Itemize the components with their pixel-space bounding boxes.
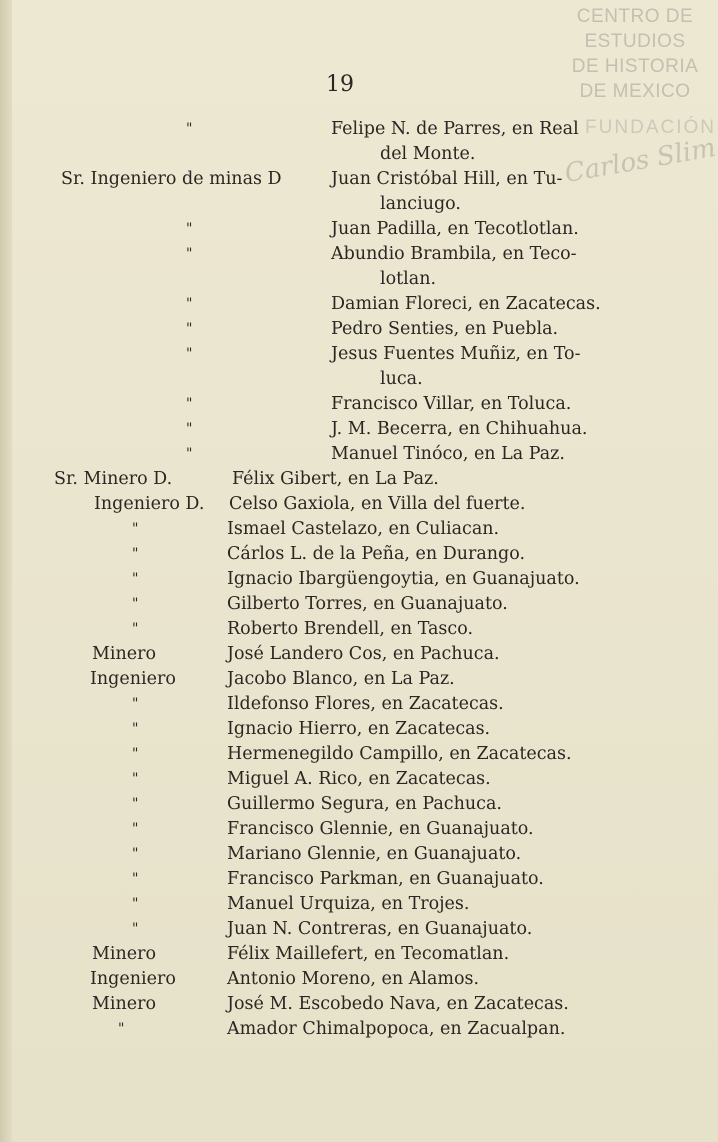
list-item: [0, 341, 718, 367]
list-item: [0, 541, 718, 567]
list-item: [0, 841, 718, 867]
member-name: Ismael Castelazo, en Culiacan.: [227, 519, 500, 539]
ditto-mark: ": [132, 521, 139, 537]
member-name: Damian Floreci, en Zacatecas.: [331, 294, 601, 314]
member-title: Ingeniero D.: [94, 494, 205, 514]
list-item: [0, 291, 718, 317]
watermark-line: DE MEXICO: [579, 81, 691, 102]
ditto-mark: ": [186, 296, 193, 312]
list-item: [0, 1016, 718, 1042]
member-name: Manuel Urquiza, en Trojes.: [227, 894, 470, 914]
ditto-mark: ": [186, 421, 193, 437]
member-title: Ingeniero: [90, 969, 176, 989]
list-item: [0, 891, 718, 917]
list-item: [0, 116, 718, 142]
list-item: [0, 241, 718, 267]
list-item: [0, 491, 718, 517]
list-item-continuation: [0, 141, 718, 167]
ditto-mark: ": [186, 221, 193, 237]
ditto-mark: ": [132, 721, 139, 737]
member-name: Félix Maillefert, en Tecomatlan.: [227, 944, 510, 964]
list-item: [0, 391, 718, 417]
watermark-line: ESTUDIOS: [584, 31, 686, 52]
list-item: [0, 716, 718, 742]
member-name: Abundio Brambila, en Teco-: [331, 244, 577, 264]
member-name: Ildefonso Flores, en Zacatecas.: [227, 694, 504, 714]
member-title: Minero: [92, 944, 157, 964]
ditto-mark: ": [132, 921, 139, 937]
watermark-line: DE HISTORIA: [571, 56, 699, 77]
member-name: Felipe N. de Parres, en Real: [331, 119, 579, 139]
member-name: Cárlos L. de la Peña, en Durango.: [227, 544, 526, 564]
list-item: [0, 316, 718, 342]
member-name: José M. Escobedo Nava, en Zacatecas.: [227, 994, 569, 1014]
list-item: [0, 766, 718, 792]
member-name: Francisco Villar, en Toluca.: [331, 394, 572, 414]
watermark-signature: Carlos Slim: [562, 132, 718, 190]
member-name: Félix Gibert, en La Paz.: [232, 469, 439, 489]
member-name-cont: del Monte.: [380, 144, 476, 164]
list-item: [0, 566, 718, 592]
list-item-continuation: [0, 366, 718, 392]
ditto-mark: ": [132, 596, 139, 612]
member-name: Jesus Fuentes Muñiz, en To-: [331, 344, 581, 364]
member-name: Jacobo Blanco, en La Paz.: [227, 669, 455, 689]
member-name: Francisco Glennie, en Guanajuato.: [227, 819, 534, 839]
member-name: Roberto Brendell, en Tasco.: [227, 619, 474, 639]
list-item: [0, 966, 718, 992]
list-item: [0, 816, 718, 842]
member-name: Hermenegildo Campillo, en Zacatecas.: [227, 744, 572, 764]
member-name-cont: luca.: [380, 369, 423, 389]
list-item: [0, 416, 718, 442]
ditto-mark: ": [118, 1021, 125, 1037]
list-item: [0, 516, 718, 542]
member-name: Juan Cristóbal Hill, en Tu-: [331, 169, 563, 189]
ditto-mark: ": [186, 246, 193, 262]
list-item: [0, 916, 718, 942]
member-name-cont: lotlan.: [380, 269, 437, 289]
list-item: [0, 666, 718, 692]
member-name: Francisco Parkman, en Guanajuato.: [227, 869, 544, 889]
list-item: [0, 991, 718, 1017]
member-name: Mariano Glennie, en Guanajuato.: [227, 844, 522, 864]
watermark-line: CENTRO DE: [576, 6, 694, 27]
ditto-mark: ": [132, 896, 139, 912]
ditto-mark: ": [132, 821, 139, 837]
member-name: Miguel A. Rico, en Zacatecas.: [227, 769, 491, 789]
list-item: [0, 166, 718, 192]
list-item: [0, 591, 718, 617]
list-item: [0, 941, 718, 967]
member-name: Guillermo Segura, en Pachuca.: [227, 794, 502, 814]
ditto-mark: ": [132, 621, 139, 637]
ditto-mark: ": [186, 346, 193, 362]
ditto-mark: ": [132, 871, 139, 887]
list-item: [0, 616, 718, 642]
ditto-mark: ": [132, 746, 139, 762]
list-item: [0, 791, 718, 817]
ditto-mark: ": [132, 771, 139, 787]
page-number: 19: [326, 72, 354, 97]
list-item: [0, 441, 718, 467]
member-title: Ingeniero: [90, 669, 176, 689]
list-item-continuation: [0, 191, 718, 217]
member-title: Minero: [92, 644, 157, 664]
ditto-mark: ": [186, 321, 193, 337]
ditto-mark: ": [132, 571, 139, 587]
list-item: [0, 866, 718, 892]
list-item: [0, 641, 718, 667]
ditto-mark: ": [186, 121, 193, 137]
member-name: Ignacio Hierro, en Zacatecas.: [227, 719, 491, 739]
member-name: Juan N. Contreras, en Guanajuato.: [227, 919, 533, 939]
member-name: Gilberto Torres, en Guanajuato.: [227, 594, 508, 614]
member-name: Celso Gaxiola, en Villa del fuerte.: [229, 494, 526, 514]
list-item: [0, 691, 718, 717]
member-name: J. M. Becerra, en Chihuahua.: [331, 419, 588, 439]
ditto-mark: ": [132, 696, 139, 712]
member-title: Minero: [92, 994, 157, 1014]
ditto-mark: ": [132, 796, 139, 812]
member-name: Ignacio Ibargüengoytia, en Guanajuato.: [227, 569, 580, 589]
ditto-mark: ": [132, 546, 139, 562]
member-name: Juan Padilla, en Tecotlotlan.: [331, 219, 579, 239]
member-name: José Landero Cos, en Pachuca.: [227, 644, 500, 664]
list-item-continuation: [0, 266, 718, 292]
watermark-foundation: FUNDACIÓN: [585, 117, 716, 138]
list-item: [0, 466, 718, 492]
member-name: Antonio Moreno, en Alamos.: [227, 969, 480, 989]
member-title: Sr. Ingeniero de minas D: [61, 169, 282, 189]
ditto-mark: ": [186, 446, 193, 462]
member-name-cont: lanciugo.: [380, 194, 461, 214]
list-item: [0, 741, 718, 767]
ditto-mark: ": [132, 846, 139, 862]
member-name: Amador Chimalpopoca, en Zacualpan.: [227, 1019, 566, 1039]
ditto-mark: ": [186, 396, 193, 412]
member-name: Manuel Tinóco, en La Paz.: [331, 444, 565, 464]
member-title: Sr. Minero D.: [54, 469, 173, 489]
member-name: Pedro Senties, en Puebla.: [331, 319, 559, 339]
list-item: [0, 216, 718, 242]
